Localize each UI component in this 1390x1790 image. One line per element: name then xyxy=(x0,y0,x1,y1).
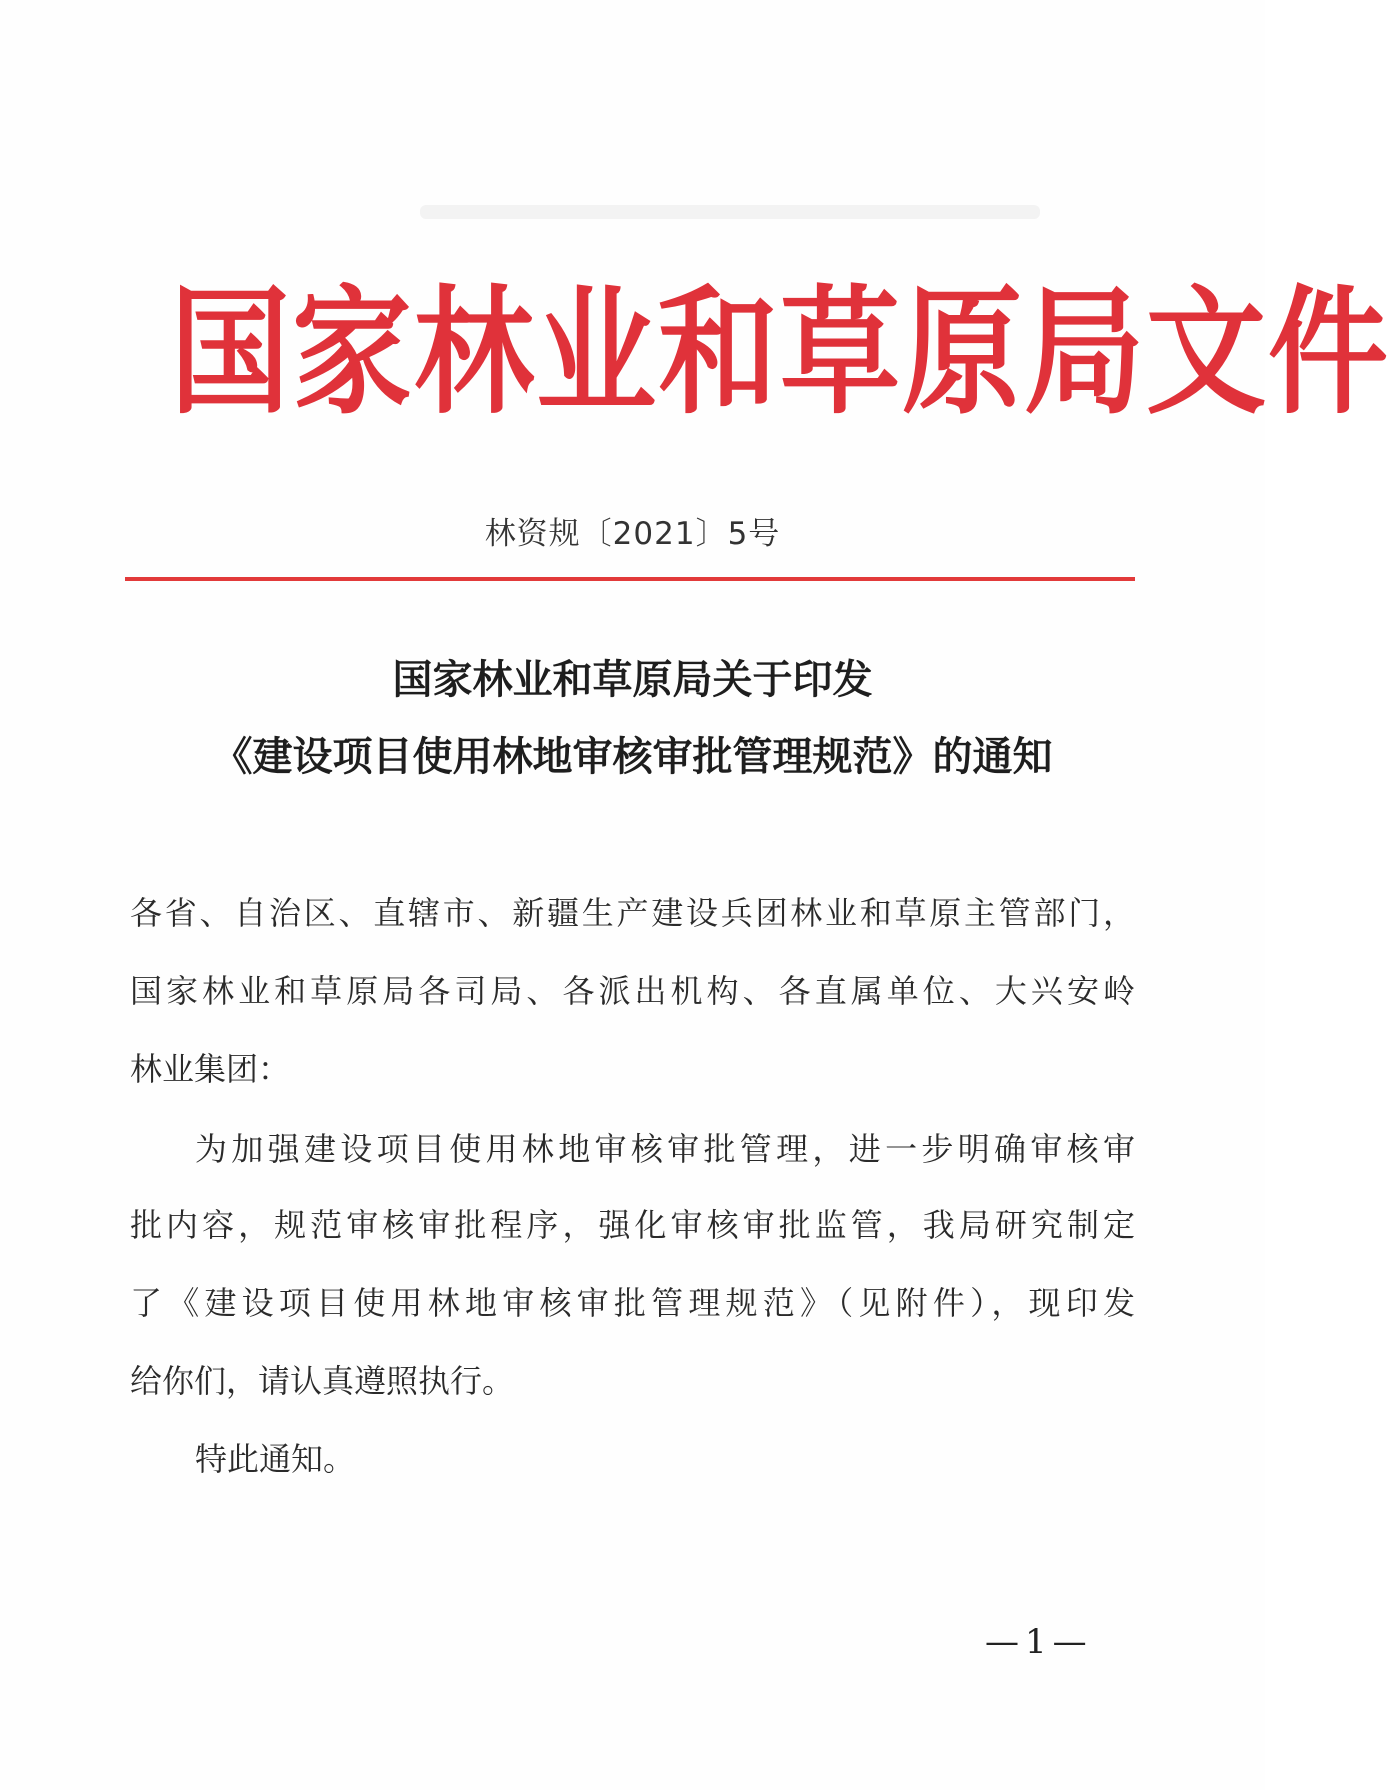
bleed-through-mark xyxy=(420,205,1040,219)
addressees-line1: 各省、自治区、直辖市、新疆生产建设兵团林业和草原主管部门， xyxy=(130,894,1135,932)
notice-title-line1: 国家林业和草原局关于印发 xyxy=(392,657,873,703)
paragraph1-line4: 给你们，请认真遵照执行。 xyxy=(130,1362,515,1400)
notice-title-line2: 《建设项目使用林地审核审批管理规范》的通知 xyxy=(212,734,1053,780)
closing-phrase: 特此通知。 xyxy=(195,1440,356,1478)
header-separator-rule xyxy=(125,577,1135,581)
addressees-line3: 林业集团： xyxy=(130,1050,291,1088)
document-number: 林资规〔2021〕5号 xyxy=(484,516,781,552)
issuer-header-title: 国家林业和草原局文件 xyxy=(170,273,1390,434)
paragraph1-line2: 批内容，规范审核审批程序，强化审核审批监管，我局研究制定 xyxy=(130,1206,1135,1244)
addressees-line2: 国家林业和草原局各司局、各派出机构、各直属单位、大兴安岭 xyxy=(130,972,1135,1010)
paragraph1-line3: 了《建设项目使用林地审核审批管理规范》（见附件），现印发 xyxy=(130,1284,1135,1322)
paragraph1-line1: 为加强建设项目使用林地审核审批管理，进一步明确审核审 xyxy=(195,1130,1135,1168)
page-number: —1— xyxy=(985,1622,1093,1662)
